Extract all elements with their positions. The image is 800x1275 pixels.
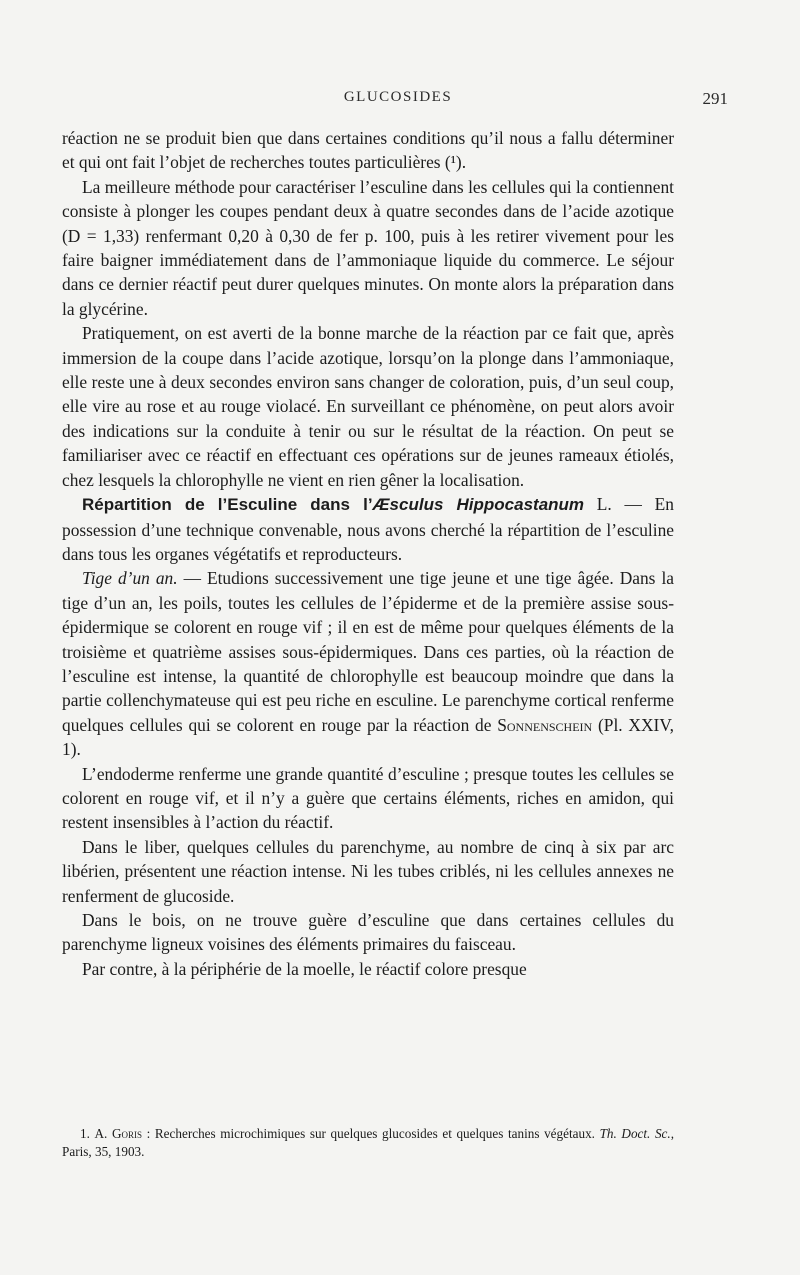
repartition-text: En possession d’une technique convenable, nous avons cherché la répartition de l’esculine dans tous les organes végétatifs et reproducteurs. xyxy=(62,494,674,564)
paragraph-liber: Dans le liber, quelques cellules du parenchyme, au nombre de cinq à six par arc libérien, présentent une réaction intense. Ni les tubes criblés, ni les cellules annexes ne renferment de glucoside. xyxy=(62,836,674,906)
paragraph-endoderme: L’endoderme renferme une grande quantité d’esculine ; presque toutes les cellules se colorent en rouge vif, et il n’y a guère que certains éléments, riches en amidon, qui restent insensibles à l’action du réactif. xyxy=(62,763,674,833)
paragraph-repartition xyxy=(62,492,674,566)
footnote-text-2: , Paris, 35, 1903. xyxy=(62,1126,674,1159)
tige-text-1: — Etudions successivement une tige jeune et une tige âgée. Dans la tige d’un an, les poils, toutes les cellules de l’épiderme et de la première assise sous-épidermique se colorent en rouge vif ; il en est de même pour quelques éléments de la troisième et quatrième assises sous-épidermiques. Dans ces parties, où la réaction de l’esculine est intense, la quantité de chlorophylle est beaucoup moindre que dans la partie collenchymateuse qui est peu riche en esculine. Le parenchyme cortical renferme quelques cellules qui se colorent en rouge par la réaction de xyxy=(62,568,674,735)
species-author: L. — xyxy=(584,494,642,515)
body-text xyxy=(62,126,674,981)
author-name: Sonnenschein xyxy=(497,714,593,735)
subsection-lead: Tige d’un an. xyxy=(82,568,178,589)
section-heading-text: Répartition de l’Esculine dans l’ xyxy=(82,495,373,515)
running-title: GLUCOSIDES xyxy=(343,89,453,105)
running-head xyxy=(58,89,738,111)
paragraph-practice: Pratiquement, on est averti de la bonne marche de la réaction par ce fait que, après immersion de la coupe dans l’acide azotique, lorsqu’on la plonge dans l’ammoniaque, elle reste une à deux secondes environ sans changer de coloration, puis, d’un seul coup, elle vire au rose et au rouge violacé. En surveillant ce phénomène, on peut alors avoir des indications sur la conduite à tenir ou sur le résultat de la réaction. On peut se familiariser avec ce réactif en effectuant ces opérations sur de jeunes rameaux étiolés, chez lesquels la chlorophylle ne vient en rien gêner la localisation. xyxy=(62,323,674,490)
footnote-1 xyxy=(62,1125,674,1161)
paragraph-tige xyxy=(62,566,674,761)
footnote-author: A. Goris xyxy=(94,1126,142,1141)
footnote-text-1: : Recherches microchimiques sur quelques glucosides et quelques tanins végétaux. xyxy=(141,1126,600,1141)
footnote-marker: 1. xyxy=(80,1126,90,1141)
paragraph-moelle: Par contre, à la périphérie de la moelle, le réactif colore presque xyxy=(82,958,527,979)
species-name: Æsculus Hippocastanum xyxy=(372,495,585,515)
paragraph-bois: Dans le bois, on ne trouve guère d’esculine que dans certaines cellules du parenchyme ligneux voisines des éléments primaires du faisceau. xyxy=(62,910,674,955)
footnotes xyxy=(62,1125,674,1161)
footnote-thesis: Th. Doct. Sc. xyxy=(599,1126,671,1141)
paragraph-method: La meilleure méthode pour caractériser l’esculine dans les cellules qui la contiennent consiste à plonger les coupes pendant deux à quatre secondes dans de l’acide azotique (D = 1,33) renfermant 0,20 à 0,30 de fer p. 100, puis à les retirer vivement pour les faire baigner immédiatement dans de l’ammoniaque liquide du commerce. Le séjour dans ce dernier réactif peut durer quelques minutes. On monte alors la préparation dans la glycérine. xyxy=(62,176,674,319)
section-heading xyxy=(82,495,584,514)
paragraph-continuation: réaction ne se produit bien que dans certaines conditions qu’il nous a fallu déterminer et qui ont fait l’objet de recherches toutes particulières (¹). xyxy=(62,128,674,173)
page-number: 291 xyxy=(702,89,728,108)
tige-text-2: (Pl. XXIV, 1). xyxy=(62,714,674,760)
